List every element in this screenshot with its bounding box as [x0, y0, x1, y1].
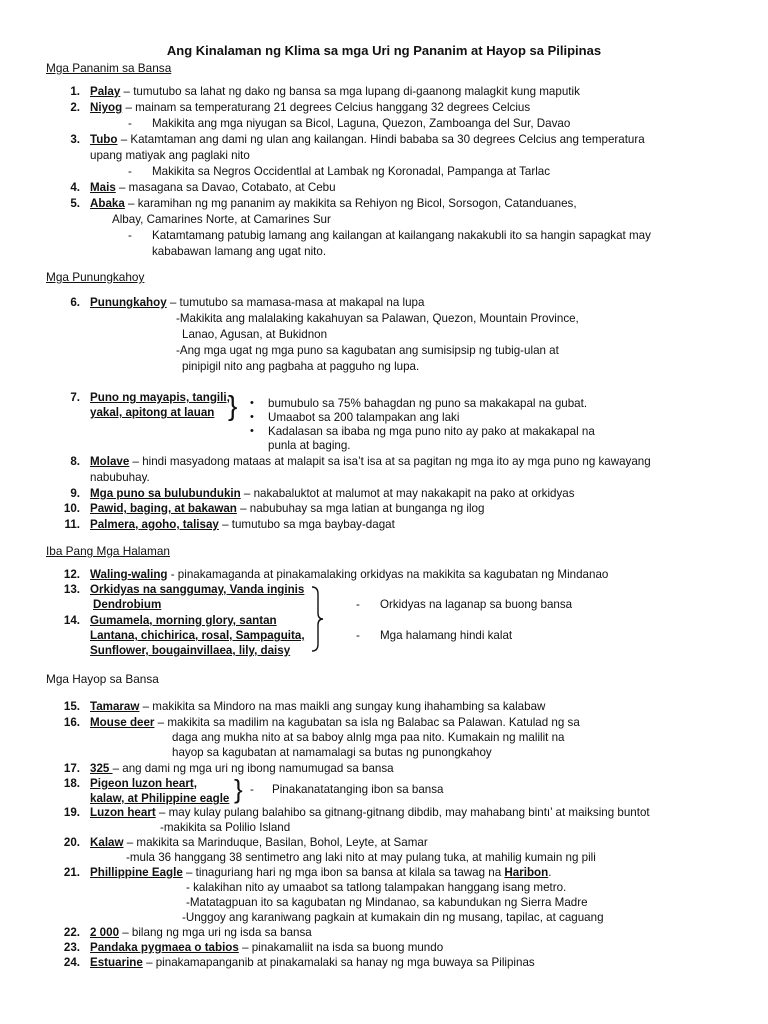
- item-continuation: -makikita sa Polilio Island: [160, 821, 291, 834]
- list-item: [90, 518, 395, 532]
- item-term: Pigeon luzon heart,: [90, 777, 197, 790]
- section-heading-hayop: Mga Hayop sa Bansa: [46, 672, 159, 686]
- item-term: Niyog: [90, 101, 123, 114]
- brace: [310, 586, 324, 652]
- item-number: 20.: [63, 836, 80, 849]
- dash: -: [356, 629, 360, 642]
- list-item: [90, 583, 304, 597]
- item-term: Dendrobium: [93, 598, 162, 611]
- item-term-haribon: Haribon: [504, 866, 549, 879]
- item-term: Mga puno sa bulubundukin: [90, 487, 241, 500]
- item-term: Pawid, baging, at bakawan: [90, 502, 237, 515]
- item-continuation: -Unggoy ang karaniwang pagkain at kumakain din ng musang, tapilac, at caguang: [182, 911, 604, 924]
- brace: }: [228, 390, 238, 421]
- sub-item: -Makikita ang malalaking kakahuyan sa Palawan, Quezon, Mountain Province,: [176, 312, 579, 325]
- item-term: Luzon heart: [90, 806, 156, 819]
- bullet: •: [250, 425, 254, 437]
- bullet-item: Umaabot sa 200 talampakan ang laki: [268, 411, 460, 424]
- item-number: 3.: [70, 133, 80, 146]
- list-item: [90, 941, 443, 955]
- list-item: [90, 133, 645, 147]
- item-term: Tamaraw: [90, 700, 140, 713]
- item-number: 8.: [70, 455, 80, 468]
- item-term: Mais: [90, 181, 116, 194]
- section-heading-pananim: Mga Pananim sa Bansa: [46, 61, 172, 75]
- item-term: Palay: [90, 85, 121, 98]
- brace: }: [234, 774, 243, 804]
- item-continuation: Albay, Camarines Norte, at Camarines Sur: [112, 213, 331, 226]
- list-item: [90, 568, 608, 582]
- item-continuation: nabubuhay.: [90, 471, 150, 484]
- list-item: [90, 644, 290, 658]
- item-number: 16.: [63, 716, 80, 729]
- item-desc: – tumutubo sa mga baybay-dagat: [218, 518, 395, 531]
- list-item: [90, 455, 651, 469]
- item-desc: – tumutubo sa mamasa-masa at makapal na lupa: [166, 296, 425, 309]
- list-item: [90, 806, 650, 820]
- item-desc: – nakabaluktot at malumot at may nakakapit na pako at orkidyas: [240, 487, 575, 500]
- item-desc: – bilang ng mga uri ng isda sa bansa: [119, 926, 312, 939]
- item-desc: – tinaguriang hari ng mga ibon sa bansa at kilala sa tawag na: [182, 866, 505, 879]
- list-item: [90, 406, 214, 420]
- item-term: Gumamela, morning glory, santan: [90, 614, 277, 627]
- group-note: Orkidyas na laganap sa buong bansa: [380, 598, 573, 611]
- item-number: 24.: [63, 956, 80, 969]
- item-term: Tubo: [90, 133, 118, 146]
- item-continuation: daga ang mukha nito at sa baboy alnlg mga paa nito. Kumakain ng malilit na: [172, 731, 565, 744]
- list-item: [93, 598, 161, 612]
- dash: -: [128, 229, 132, 242]
- item-term: kalaw, at Philippine eagle: [90, 792, 230, 805]
- item-number: 9.: [70, 487, 80, 500]
- list-item: [90, 296, 424, 310]
- item-term: Molave: [90, 455, 130, 468]
- item-desc: – mainam sa temperaturang 21 degrees Celcius hanggang 32 degrees Celcius: [122, 101, 531, 114]
- item-number: 22.: [63, 926, 80, 939]
- item-number: 7.: [70, 391, 80, 404]
- item-term: Pandaka pygmaea o tabios: [90, 941, 239, 954]
- dash: -: [250, 783, 254, 796]
- item-number: 1.: [70, 85, 80, 98]
- item-term: Abaka: [90, 197, 125, 210]
- list-item: [90, 391, 230, 405]
- item-number: 21.: [63, 866, 80, 879]
- dash: -: [356, 598, 360, 611]
- item-desc: – tumutubo sa lahat ng dako ng bansa sa mga lupang di-gaanong malagkit kung maputik: [120, 85, 580, 98]
- dash: -: [128, 165, 132, 178]
- item-continuation: hayop sa kagubatan at namamalagi sa butas ng punongkahoy: [172, 746, 492, 759]
- sub-item: Katamtamang patubig lamang ang kailangan at kailangang nakakubli ito sa hangin sapagkat may: [152, 229, 651, 242]
- item-continuation: -Matatagpuan ito sa kagubatan ng Mindanao, sa kabundukan ng Sierra Madre: [186, 896, 588, 909]
- item-term: Puno ng mayapis, tangili,: [90, 391, 230, 404]
- item-continuation: - kalakihan nito ay umaabot sa tatlong talampakan hanggang isang metro.: [186, 881, 567, 894]
- item-desc: – nabubuhay sa mga latian at bunganga ng ilog: [236, 502, 485, 515]
- item-desc: - pinakamaganda at pinakamalaking orkidyas na makikita sa kagubatan ng Mindanao: [167, 568, 609, 581]
- list-item: [90, 926, 312, 940]
- list-item: [90, 181, 336, 195]
- dash: -: [128, 117, 132, 130]
- item-desc: – makikita sa Marinduque, Basilan, Bohol, Leyte, at Samar: [123, 836, 428, 849]
- item-number: 23.: [63, 941, 80, 954]
- group-note: Pinakanatatanging ibon sa bansa: [272, 783, 444, 796]
- list-item: [90, 956, 535, 970]
- list-item: [90, 101, 530, 115]
- item-term: Palmera, agoho, talisay: [90, 518, 219, 531]
- item-desc: – makikita sa Mindoro na mas maikli ang sungay kung ihahambing sa kalabaw: [139, 700, 546, 713]
- item-number: 13.: [63, 583, 80, 596]
- item-term: Punungkahoy: [90, 296, 167, 309]
- item-term: Lantana, chichirica, rosal, Sampaguita,: [90, 629, 305, 642]
- bullet-item: Kadalasan sa ibaba ng mga puno nito ay pako at makakapal na: [268, 425, 595, 438]
- item-continuation: upang matiyak ang paglaki nito: [90, 149, 250, 162]
- sub-item: Lanao, Agusan, at Bukidnon: [182, 328, 328, 341]
- list-item: [90, 866, 551, 880]
- item-number: 19.: [63, 806, 80, 819]
- item-desc: – ang dami ng mga uri ng ibong namumugad sa bansa: [112, 762, 394, 775]
- list-item: [90, 614, 277, 628]
- sub-item: pinipigil nito ang pagbaha at pagguho ng lupa.: [182, 360, 420, 373]
- section-heading-halaman: Iba Pang Mga Halaman: [46, 544, 170, 558]
- sub-item: kababawan lamang ang ugat nito.: [152, 245, 327, 258]
- item-end: .: [548, 866, 552, 879]
- list-item: [90, 85, 580, 99]
- item-desc: – masagana sa Davao, Cotabato, at Cebu: [115, 181, 336, 194]
- item-desc: – Katamtaman ang dami ng ulan ang kailangan. Hindi bababa sa 30 degrees Celcius ang temperatura: [117, 133, 645, 146]
- list-item: [90, 836, 428, 850]
- list-item: [90, 716, 580, 730]
- group-note: Mga halamang hindi kalat: [380, 629, 513, 642]
- bullet: •: [250, 397, 254, 409]
- list-item: [90, 792, 229, 806]
- list-item: [90, 502, 484, 516]
- item-term: Estuarine: [90, 956, 143, 969]
- item-term: Phillippine Eagle: [90, 866, 183, 879]
- list-item: [90, 197, 577, 211]
- bullet-item: bumubulo sa 75% bahagdan ng puno sa makakapal na gubat.: [268, 397, 588, 410]
- item-term: yakal, apitong at lauan: [90, 406, 215, 419]
- item-term: Mouse deer: [90, 716, 155, 729]
- item-number: 4.: [70, 181, 80, 194]
- sub-item: -Ang mga ugat ng mga puno sa kagubatan ang sumisipsip ng tubig-ulan at: [176, 344, 559, 357]
- section-heading-punungkahoy: Mga Punungkahoy: [46, 270, 145, 284]
- sub-item: Makikita sa Negros Occidentlal at Lambak ng Koronadal, Pampanga at Tarlac: [152, 165, 551, 178]
- item-number: 6.: [70, 296, 80, 309]
- item-desc: – makikita sa madilim na kagubatan sa isla ng Balabac sa Palawan. Katulad ng sa: [154, 716, 580, 729]
- item-number: 12.: [63, 568, 80, 581]
- item-number: 10.: [63, 502, 80, 515]
- item-term: Orkidyas na sanggumay, Vanda inginis: [90, 583, 305, 596]
- item-term: Waling-waling: [90, 568, 168, 581]
- item-term: 2 000: [90, 926, 120, 939]
- item-number: 17.: [63, 762, 80, 775]
- list-item: [90, 487, 575, 501]
- item-desc: – karamihan ng mg pananim ay makikita sa Rehiyon ng Bicol, Sorsogon, Catanduanes,: [124, 197, 577, 210]
- item-number: 5.: [70, 197, 80, 210]
- list-item: [90, 700, 545, 714]
- item-term: 325: [90, 762, 113, 775]
- item-number: 18.: [63, 777, 80, 790]
- item-desc: – hindi masyadong mataas at malapit sa isa’t isa at sa pagitan ng mga ito ay mga puno ng kawayang: [129, 455, 651, 468]
- list-item: [90, 629, 305, 643]
- item-term: Kalaw: [90, 836, 124, 849]
- item-number: 2.: [70, 101, 80, 114]
- item-desc: – pinakamapanganib at pinakamalaki sa hanay ng mga buwaya sa Pilipinas: [142, 956, 535, 969]
- item-continuation: -mula 36 hanggang 38 sentimetro ang laki nito at may pulang tuka, at mahilig kumain ng pili: [126, 851, 596, 864]
- item-number: 15.: [63, 700, 80, 713]
- item-number: 11.: [64, 518, 80, 531]
- page-title: Ang Kinalaman ng Klima sa mga Uri ng Pananim at Hayop sa Pilipinas: [166, 43, 602, 58]
- item-desc: – pinakamaliit na isda sa buong mundo: [238, 941, 444, 954]
- item-desc: – may kulay pulang balahibo sa gitnang-gitnang dibdib, may mahabang bintı’ at maiksing buntot: [155, 806, 650, 819]
- sub-item: Makikita ang mga niyugan sa Bicol, Laguna, Quezon, Zamboanga del Sur, Davao: [152, 117, 571, 130]
- bullet: •: [250, 411, 254, 423]
- item-number: 14.: [63, 614, 80, 627]
- bullet-item-continuation: punla at baging.: [268, 439, 351, 452]
- item-term: Sunflower, bougainvillaea, lily, daisy: [90, 644, 291, 657]
- list-item: [90, 777, 197, 791]
